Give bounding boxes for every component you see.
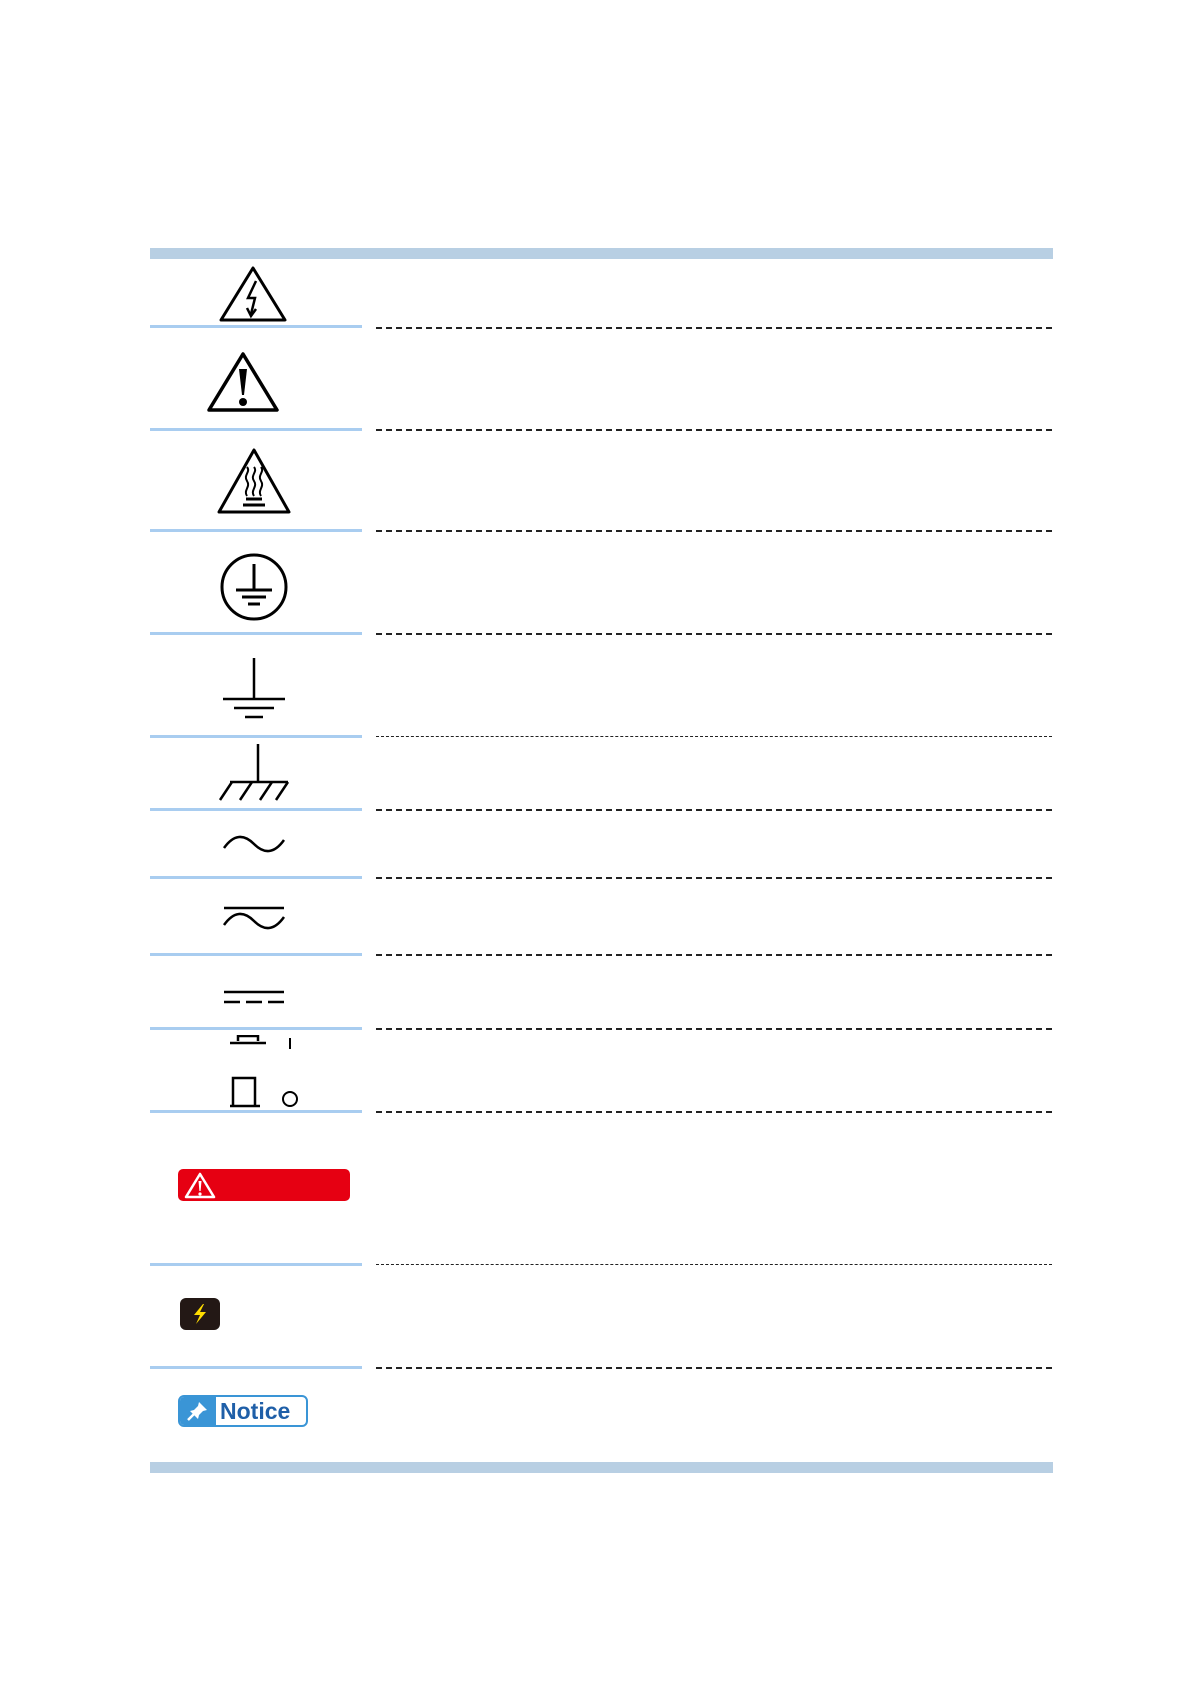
symbol-description <box>376 532 1052 634</box>
caution-badge-icon <box>180 1298 220 1330</box>
row-separator-left <box>150 1263 362 1266</box>
direct-current-icon <box>222 989 286 1005</box>
symbol-row <box>150 259 1053 326</box>
row-separator-right <box>376 1264 1052 1265</box>
notice-badge-icon <box>178 1395 308 1427</box>
symbol-row <box>150 1113 1053 1267</box>
symbol-cell <box>150 1267 362 1370</box>
alternating-current-icon <box>222 832 286 856</box>
row-separator-left <box>150 1366 362 1369</box>
ac-dc-icon <box>222 905 286 933</box>
row-separator-left <box>150 325 362 328</box>
symbol-description <box>376 430 1052 532</box>
table-bottom-band <box>150 1462 1053 1473</box>
symbol-row <box>150 1267 1053 1370</box>
hot-surface-icon <box>216 447 292 515</box>
protective-earth-icon <box>219 552 289 622</box>
symbol-cell <box>150 430 362 532</box>
symbol-description <box>376 1029 1052 1113</box>
symbol-cell <box>150 259 362 326</box>
symbol-description <box>376 259 1052 326</box>
symbol-row <box>150 1029 1053 1113</box>
power-switch-icon <box>228 1035 304 1109</box>
pin-icon <box>180 1397 216 1425</box>
symbol-description <box>376 1370 1052 1462</box>
symbol-row <box>150 430 1053 532</box>
symbol-cell <box>150 1029 362 1113</box>
symbol-description <box>376 329 1052 430</box>
symbol-cell <box>150 532 362 634</box>
symbol-row <box>150 329 1053 430</box>
symbol-description <box>376 878 1052 955</box>
symbol-row <box>150 532 1053 634</box>
warning-triangle-icon <box>184 1172 216 1199</box>
symbol-row <box>150 955 1053 1029</box>
warning-badge-icon <box>178 1169 350 1201</box>
symbol-row <box>150 634 1053 737</box>
symbol-cell <box>150 634 362 737</box>
symbol-cell <box>150 955 362 1029</box>
symbol-row <box>150 878 1053 955</box>
symbol-cell <box>150 878 362 955</box>
symbol-cell <box>150 1113 362 1267</box>
symbol-description <box>376 1267 1052 1370</box>
high-voltage-warning-icon <box>218 265 288 323</box>
notice-label: Notice <box>220 1398 291 1424</box>
symbol-cell <box>150 329 362 430</box>
symbol-cell <box>150 810 362 878</box>
frame-chassis-icon <box>218 742 290 804</box>
ground-icon <box>220 656 288 720</box>
symbol-row <box>150 737 1053 810</box>
lightning-bolt-icon <box>190 1303 210 1325</box>
row-separator-right <box>376 1367 1052 1369</box>
symbol-cell <box>150 737 362 810</box>
symbol-description <box>376 1113 1052 1267</box>
symbol-cell <box>150 1370 362 1462</box>
symbol-row <box>150 810 1053 878</box>
general-caution-icon <box>206 351 280 413</box>
symbol-description <box>376 737 1052 810</box>
symbol-description <box>376 634 1052 737</box>
symbol-row <box>150 1370 1053 1462</box>
table-top-band <box>150 248 1053 259</box>
symbol-description <box>376 955 1052 1029</box>
symbol-description <box>376 810 1052 878</box>
